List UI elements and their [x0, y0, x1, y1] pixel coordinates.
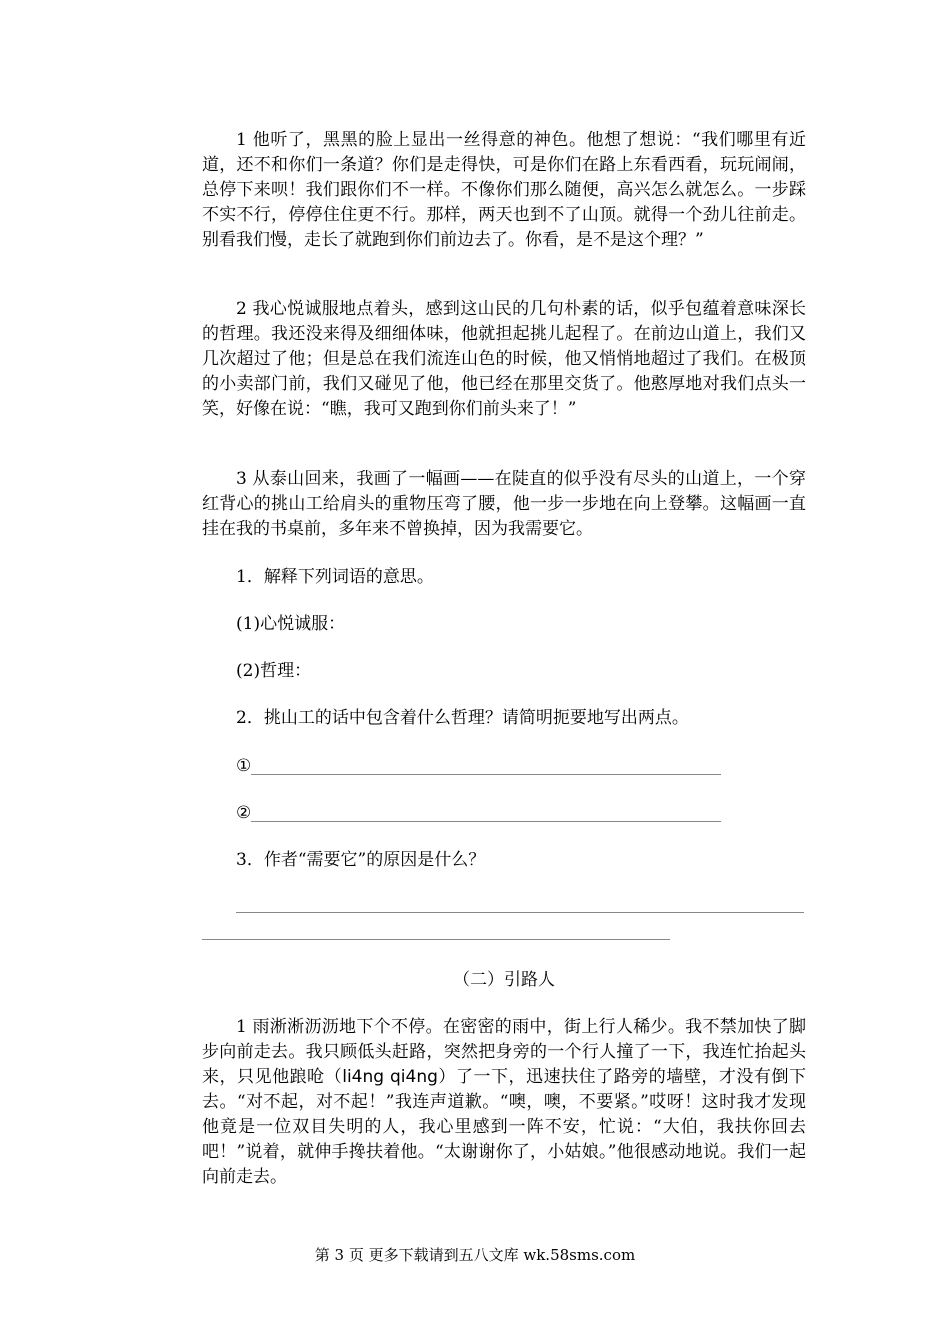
answer-line-2[interactable] [236, 801, 721, 826]
question-2: 2．挑山工的话中包含着什么哲理？请简明扼要地写出两点。 [236, 708, 689, 728]
page-footer: 第 3 页 更多下载请到五八文库 wk.58sms.com [314, 1246, 636, 1264]
paragraph-1: 1 他听了，黑黑的脸上显出一丝得意的神色。他想了想说：“我们哪里有近道，还不和你们一条道？你们是走得快，可是你们在路上东看西看，玩玩闹闹，总停下来呗！我们跟你们不一样。不像你们那么随便，高兴怎么就怎么。一步踩不实不行，停停住住更不行。那样，两天也到不了山顶。就得一个劲儿往前走。别看我们慢，走长了就跑到你们前边去了。你看，是不是这个理？” [202, 130, 806, 250]
answer-line-1[interactable] [236, 754, 721, 779]
answer-underline-1 [251, 774, 721, 775]
question-1-item-1: (1)心悦诚服： [236, 614, 346, 634]
answer-line-3b[interactable] [202, 939, 670, 940]
question-3: 3．作者“需要它”的原因是什么？ [236, 850, 486, 870]
answer-underline-2 [251, 821, 721, 822]
answer-line-3a[interactable] [236, 912, 804, 913]
answer-marker-1: ① [236, 756, 252, 776]
paragraph-4 [202, 1015, 806, 1190]
paragraph-4-text-a: 1 雨淅淅沥沥地下个不停。在密密的雨中，街上行人稀少。我不禁加快了脚步向前走去。我只顾低头赶路，突然把身旁的一个行人撞了一下，我连忙抬起头来，只见他踉呛（ [202, 1017, 806, 1087]
question-1: 1．解释下列词语的意思。 [236, 567, 434, 587]
question-1-item-2: (2)哲理： [236, 661, 312, 681]
pinyin-annotation: li4ng qi4ng [342, 1067, 438, 1087]
paragraph-4-text-b: ）了一下，迅速扶住了路旁的墙壁，才没有倒下去。“对不起，对不起！”我连声道歉。“噢，噢，不要紧。”哎呀！这时我才发现他竟是一位双目失明的人，我心里感到一阵不安，忙说：“大伯，我扶你回去吧！”说着，就伸手搀扶着他。“太谢谢你了，小姑娘。”他很感动地说。我们一起向前走去。 [202, 1067, 806, 1187]
answer-marker-2: ② [236, 803, 252, 823]
section-title: （二）引路人 [453, 970, 555, 990]
paragraph-2: 2 我心悦诚服地点着头，感到这山民的几句朴素的话，似乎包蕴着意味深长的哲理。我还没来得及细细体味，他就担起挑儿起程了。在前边山道上，我们又几次超过了他；但是总在我们流连山色的时候，他又悄悄地超过了我们。在极顶的小卖部门前，我们又碰见了他，他已经在那里交货了。他憨厚地对我们点头一笑，好像在说：“瞧，我可又跑到你们前头来了！” [202, 299, 806, 419]
paragraph-3: 3 从泰山回来，我画了一幅画——在陡直的似乎没有尽头的山道上，一个穿红背心的挑山工给肩头的重物压弯了腰，他一步一步地在向上登攀。这幅画一直挂在我的书桌前，多年来不曾换掉，因为我需要它。 [202, 469, 806, 539]
